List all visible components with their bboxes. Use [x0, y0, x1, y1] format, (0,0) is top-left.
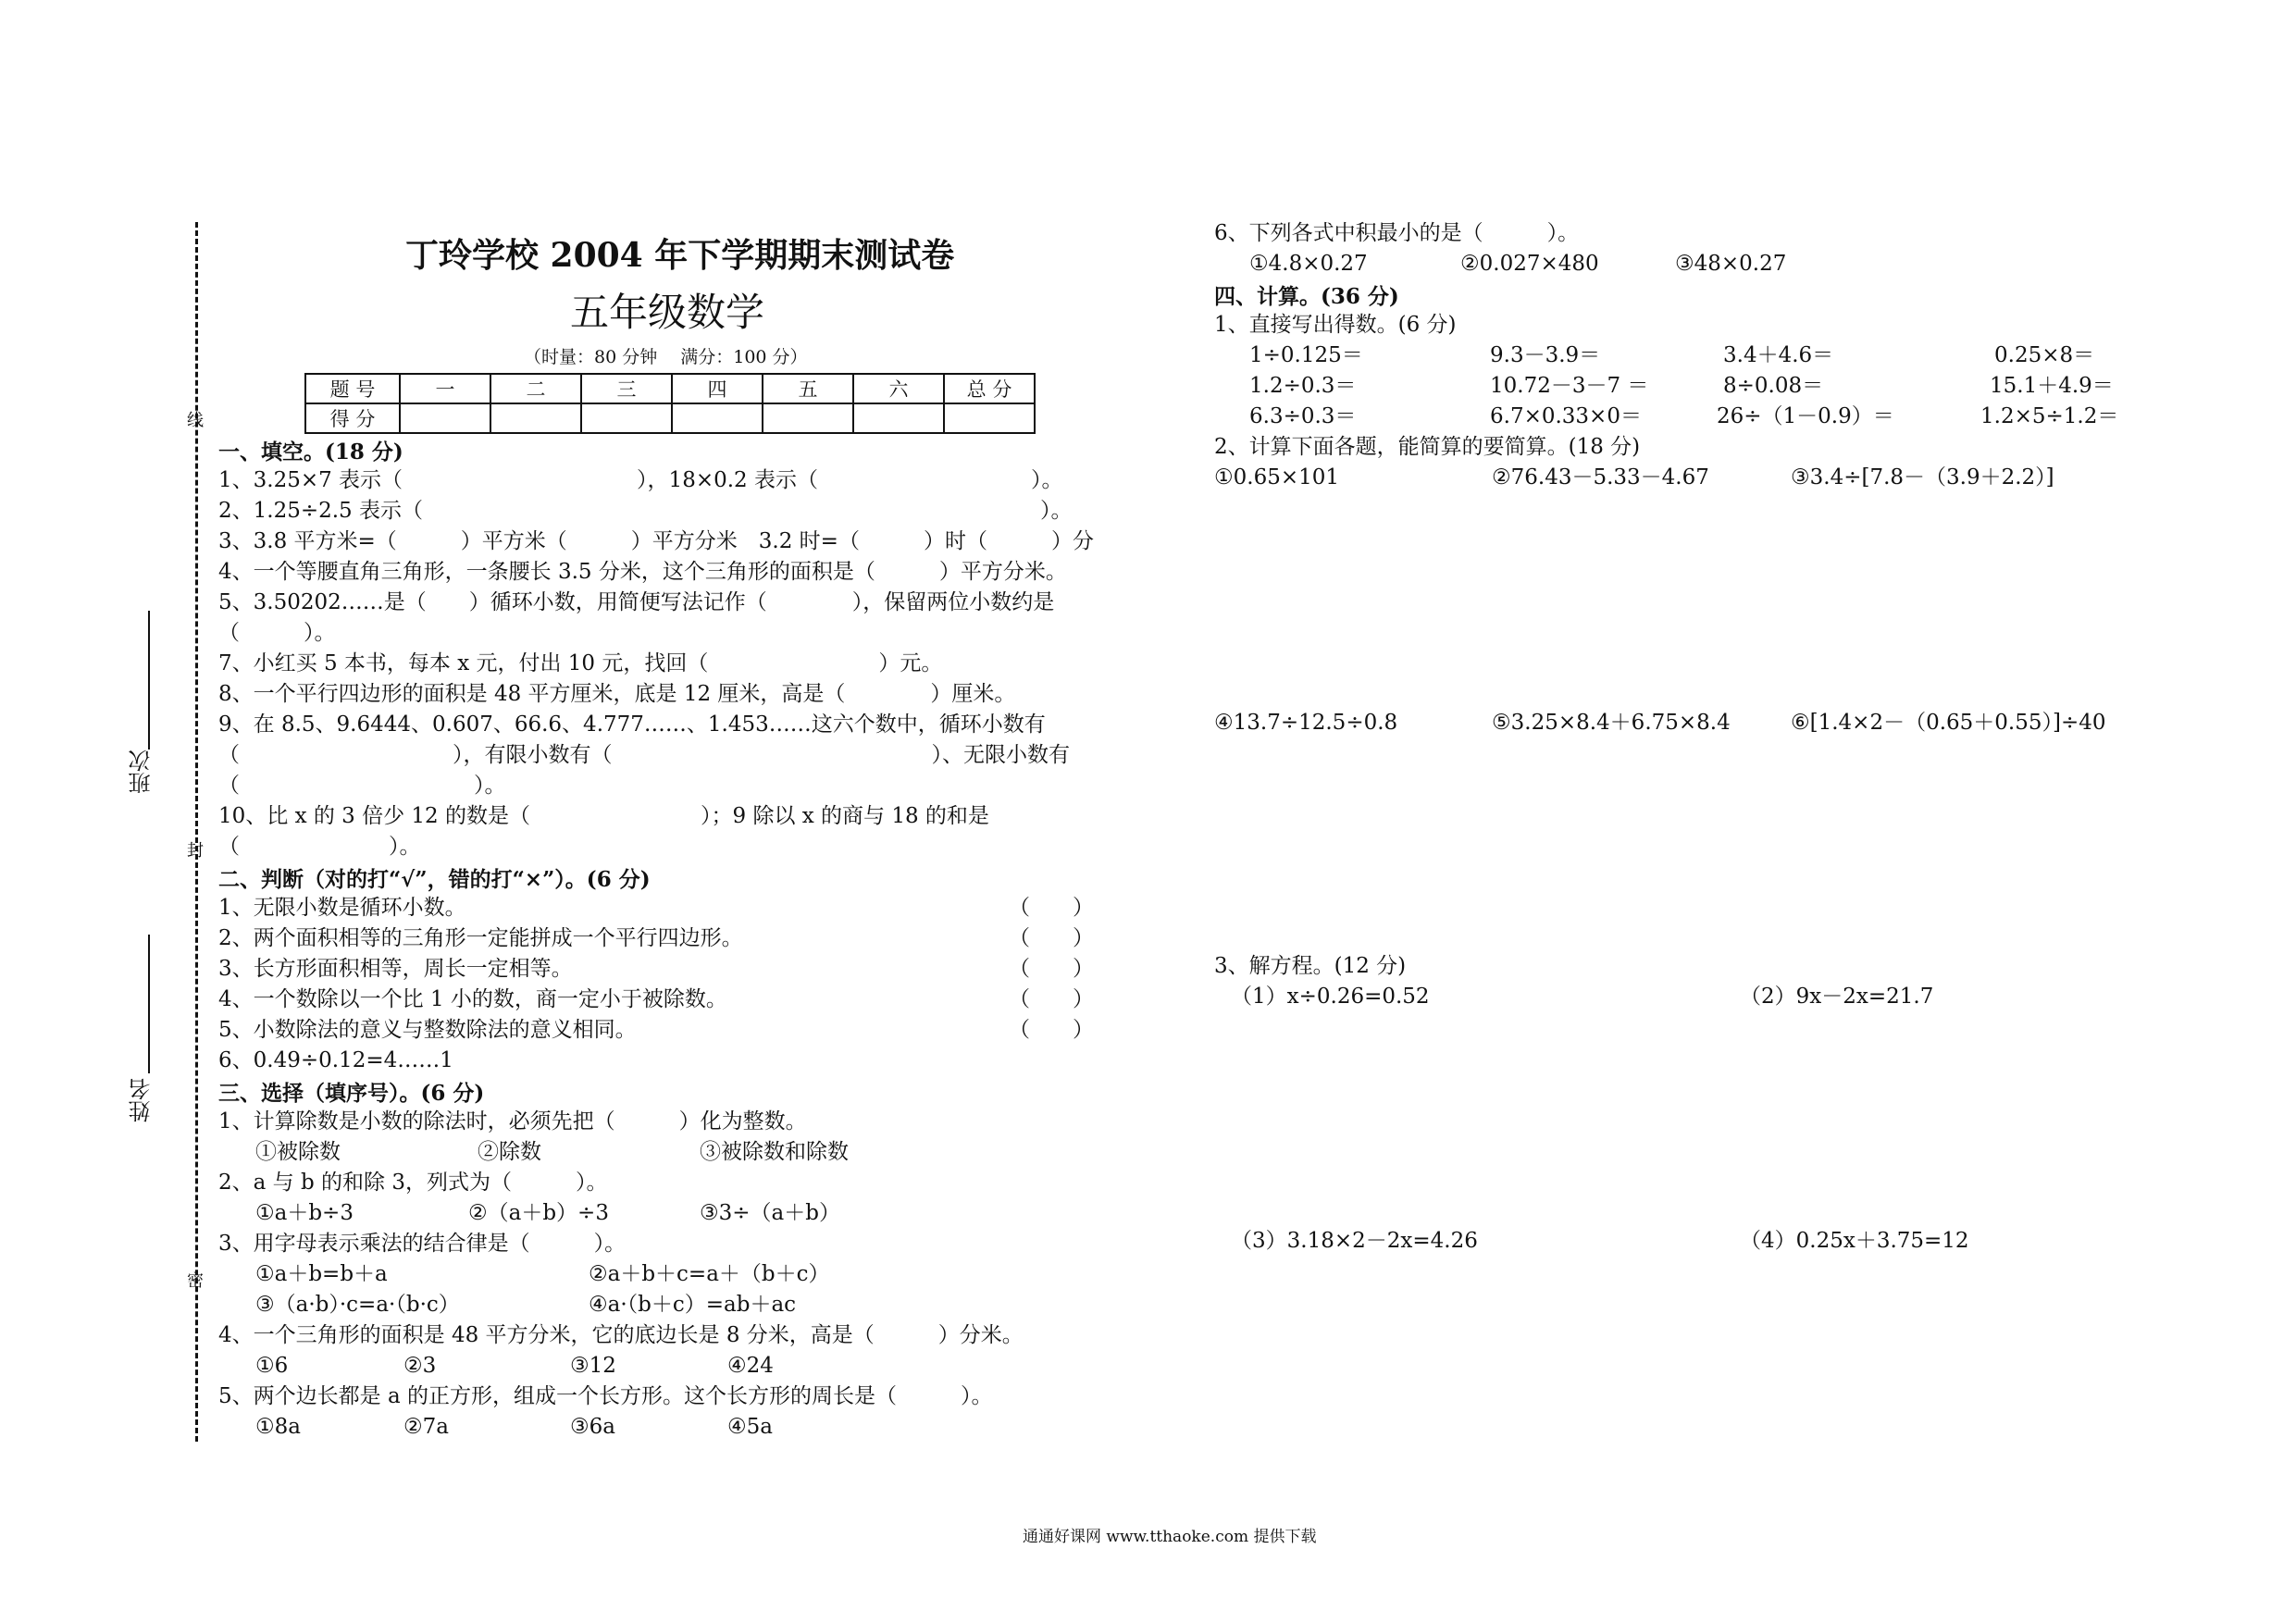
s2-item: 3、长方形面积相等，周长一定相等。: [218, 957, 573, 981]
r-q6: 6、下列各式中积最小的是（ ）。: [1214, 221, 1580, 245]
c1-item: 0.25×8＝: [1994, 343, 2095, 367]
s3-q4-opt: ②3: [403, 1354, 437, 1378]
score-cell: 二: [490, 374, 581, 403]
s1-q1: 1、3.25×7 表示（ ），18×0.2 表示（ ）。: [218, 468, 1063, 492]
exam-info: （时量：80 分钟 满分：100 分）: [524, 347, 808, 367]
s3-q4-opt: ③12: [570, 1354, 616, 1378]
s3-q5: 5、两个边长都是 a 的正方形，组成一个长方形。这个长方形的周长是（ ）。: [218, 1384, 993, 1408]
s3-q1-opt: ③被除数和除数: [700, 1140, 849, 1164]
section-2-heading: 二、判断（对的打“√”，错的打“×”）。(6 分): [218, 867, 651, 892]
s3-q3-opt: ③（a·b）·c=a·（b·c）: [255, 1293, 460, 1317]
c1-heading: 1、直接写出得数。(6 分): [1214, 313, 1457, 337]
s3-q2-opt: ①a＋b÷3: [255, 1201, 354, 1225]
s1-q9a: 9、在 8.5、9.6444、0.607、66.6、4.777……、1.453……这六个数中，循环小数有: [218, 712, 1046, 737]
r-q6-opt: ②0.027×480: [1460, 252, 1599, 276]
s2-answer-bracket[interactable]: （ ）: [1009, 1018, 1094, 1042]
score-cell: 一: [400, 374, 490, 403]
s2-item: 2、两个面积相等的三角形一定能拼成一个平行四边形。: [218, 926, 743, 950]
c3-item: （2）9x－2x=21.7: [1740, 985, 1934, 1009]
s1-q2: 2、1.25÷2.5 表示（ ）。: [218, 499, 1073, 523]
c1-item: 1.2×5÷1.2＝: [1980, 404, 2119, 428]
s3-q3: 3、用字母表示乘法的结合律是（ ）。: [218, 1232, 627, 1256]
s3-q5-opt: ②7a: [403, 1415, 449, 1439]
s1-q10a: 10、比 x 的 3 倍少 12 的数是（ ）；9 除以 x 的商与 18 的和是: [218, 804, 989, 828]
s3-q4-opt: ①6: [255, 1354, 289, 1378]
c2-item: ②76.43－5.33－4.67: [1492, 465, 1709, 489]
s2-item: 5、小数除法的意义与整数除法的意义相同。: [218, 1018, 637, 1042]
class-label: 班次: [129, 750, 155, 794]
score-cell: 六: [853, 374, 944, 403]
binding-dashed-line: [195, 222, 198, 1442]
s1-q9c: （ ）。: [218, 774, 506, 798]
exam-subtitle: 五年级数学: [570, 290, 765, 335]
c1-item: 15.1＋4.9＝: [1990, 374, 2114, 398]
score-row-label: 得 分: [305, 403, 400, 433]
s3-q1-opt: ②除数: [478, 1140, 541, 1164]
r-q6-opt: ①4.8×0.27: [1249, 252, 1368, 276]
s1-q10b: （ ）。: [218, 835, 421, 859]
footer-text: 通通好课网 www.tthaoke.com 提供下载: [1023, 1528, 1317, 1546]
c2-item: ⑥[1.4×2－（0.65＋0.55）]÷40: [1791, 711, 2106, 735]
s1-q8: 8、一个平行四边形的面积是 48 平方厘米，底是 12 厘米，高是（ ）厘米。: [218, 682, 1016, 706]
s2-answer-bracket[interactable]: （ ）: [1009, 957, 1094, 981]
s3-q5-opt: ④5a: [727, 1415, 773, 1439]
c3-heading: 3、解方程。(12 分): [1214, 954, 1407, 978]
s3-q2-opt: ②（a＋b）÷3: [468, 1201, 609, 1225]
section-4-heading: 四、计算。(36 分): [1214, 284, 1399, 309]
score-input[interactable]: [672, 403, 763, 433]
score-input[interactable]: [581, 403, 672, 433]
score-table-header-row: [305, 374, 1035, 403]
s3-q5-opt: ①8a: [255, 1415, 301, 1439]
s2-answer-bracket[interactable]: （ ）: [1009, 987, 1094, 1011]
exam-title: 丁玲学校 2004 年下学期期末测试卷: [405, 236, 955, 275]
c1-item: 26÷（1－0.9）＝: [1717, 404, 1894, 428]
c3-item: （3）3.18×2－2x=4.26: [1231, 1229, 1478, 1253]
score-input[interactable]: [490, 403, 581, 433]
s1-q4: 4、一个等腰直角三角形，一条腰长 3.5 分米，这个三角形的面积是（ ）平方分米。: [218, 560, 1067, 584]
s1-q5b: （ ）。: [218, 621, 336, 645]
s1-q9b: （ ），有限小数有（ ）、无限小数有: [218, 743, 1070, 767]
s3-q1: 1、计算除数是小数的除法时，必须先把（ ）化为整数。: [218, 1109, 807, 1134]
score-cell: 总 分: [944, 374, 1035, 403]
s2-answer-bracket[interactable]: （ ）: [1009, 896, 1094, 920]
binding-mark-line: 线: [187, 411, 204, 430]
score-table-score-row: [305, 403, 1035, 433]
r-q6-opt: ③48×0.27: [1675, 252, 1787, 276]
score-input[interactable]: [944, 403, 1035, 433]
c2-item: ⑤3.25×8.4＋6.75×8.4: [1492, 711, 1731, 735]
s3-q2: 2、a 与 b 的和除 3，列式为（ ）。: [218, 1171, 608, 1195]
name-label: 姓名: [129, 1078, 155, 1122]
score-cell: 四: [672, 374, 763, 403]
s2-answer-bracket[interactable]: （ ）: [1009, 926, 1094, 950]
name-blank[interactable]: [148, 935, 150, 1073]
c2-item: ④13.7÷12.5÷0.8: [1214, 711, 1398, 735]
score-cell: 五: [763, 374, 853, 403]
c1-item: 10.72－3－7 ＝: [1490, 374, 1649, 398]
c1-item: 9.3－3.9＝: [1490, 343, 1601, 367]
binding-mark-secret: 密: [187, 1271, 204, 1291]
score-input[interactable]: [853, 403, 944, 433]
s3-q3-opt: ①a＋b=b＋a: [255, 1262, 388, 1286]
c2-item: ③3.4÷[7.8－（3.9＋2.2）]: [1791, 465, 2054, 489]
c3-item: （4）0.25x＋3.75=12: [1740, 1229, 1969, 1253]
c1-item: 6.7×0.33×0＝: [1490, 404, 1642, 428]
c1-item: 8÷0.08＝: [1723, 374, 1824, 398]
section-3-heading: 三、选择（填序号）。(6 分): [218, 1081, 485, 1106]
s1-q3: 3、3.8 平方米=（ ）平方米（ ）平方分米 3.2 时=（ ）时（ ）分: [218, 529, 1094, 553]
c1-item: 1.2÷0.3＝: [1249, 374, 1357, 398]
s3-q1-opt: ①被除数: [255, 1140, 341, 1164]
s3-q4-opt: ④24: [727, 1354, 774, 1378]
c1-item: 6.3÷0.3＝: [1249, 404, 1357, 428]
score-cell: 题 号: [305, 374, 400, 403]
s1-q7: 7、小红买 5 本书，每本 x 元，付出 10 元，找回（ ）元。: [218, 651, 943, 675]
c1-item: 3.4＋4.6＝: [1723, 343, 1834, 367]
score-input[interactable]: [763, 403, 853, 433]
score-input[interactable]: [400, 403, 490, 433]
score-cell: 三: [581, 374, 672, 403]
class-blank[interactable]: [148, 611, 150, 750]
c1-item: 1÷0.125＝: [1249, 343, 1363, 367]
c3-item: （1）x÷0.26=0.52: [1231, 985, 1430, 1009]
s3-q4: 4、一个三角形的面积是 48 平方分米，它的底边长是 8 分米，高是（ ）分米。: [218, 1323, 1024, 1347]
s3-q3-opt: ④a·（b＋c）=ab＋ac: [589, 1293, 797, 1317]
s1-q5a: 5、3.50202……是（ ）循环小数，用简便写法记作（ ），保留两位小数约是: [218, 590, 1055, 614]
s2-item: 4、一个数除以一个比 1 小的数，商一定小于被除数。: [218, 987, 727, 1011]
s3-q5-opt: ③6a: [570, 1415, 615, 1439]
s3-q3-opt: ②a＋b＋c=a＋（b＋c）: [589, 1262, 830, 1286]
binding-mark-seal: 封: [187, 841, 204, 861]
s3-q2-opt: ③3÷（a＋b）: [700, 1201, 840, 1225]
section-1-heading: 一、填空。(18 分): [218, 440, 403, 465]
score-table: [304, 373, 1036, 434]
c2-heading: 2、计算下面各题，能简算的要简算。(18 分): [1214, 435, 1641, 459]
c2-item: ①0.65×101: [1214, 465, 1340, 489]
s2-item: 6、0.49÷0.12=4……1: [218, 1048, 453, 1072]
s2-item: 1、无限小数是循环小数。: [218, 896, 466, 920]
